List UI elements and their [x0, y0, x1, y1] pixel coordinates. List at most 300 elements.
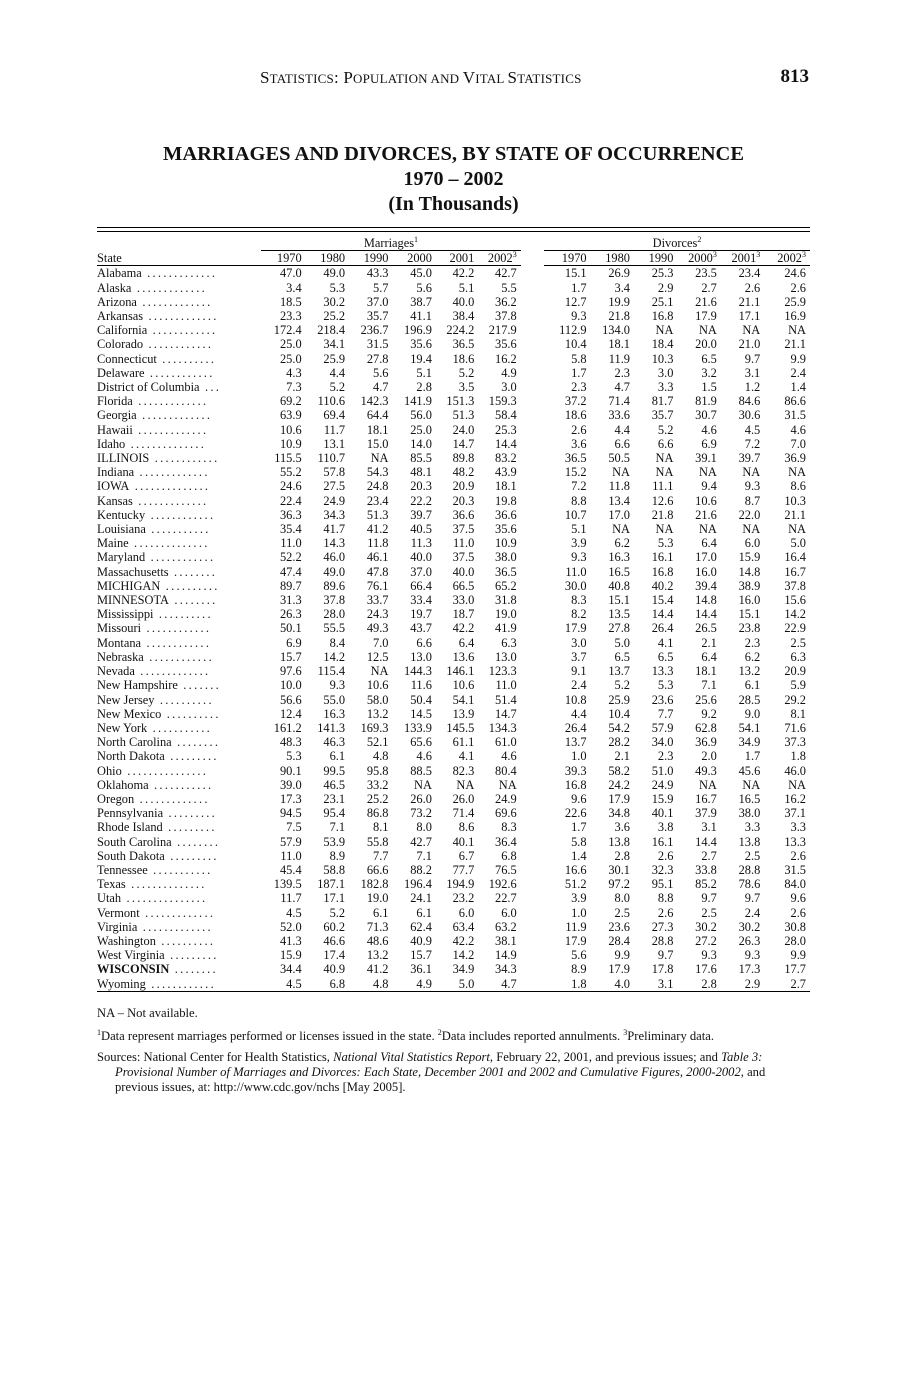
marriages-value-cell: 52.2	[279, 550, 302, 565]
marriages-value-cell: 35.7	[366, 309, 389, 324]
divorces-value-cell: 13.8	[608, 834, 630, 849]
divorces-value-cell: 78.6	[738, 877, 761, 892]
divorces-value-cell: 17.3	[738, 962, 761, 977]
running-title-part: OPULATION AND	[353, 71, 463, 86]
divorces-value-cell: 1.0	[571, 905, 587, 920]
divorces-value-cell: 10.4	[608, 706, 630, 721]
marriages-value-cell: 97.6	[279, 664, 302, 679]
marriages-value-cell: 22.2	[410, 493, 432, 508]
marriages-value-cell: 11.7	[323, 422, 346, 437]
divorces-value-cell: 2.5	[701, 905, 717, 920]
divorces-value-cell: 40.1	[651, 806, 674, 821]
state-cell: North Dakota .........	[97, 749, 219, 764]
divorces-value-cell: 4.7	[614, 380, 630, 395]
marriages-value-cell: 27.5	[323, 479, 346, 494]
divorces-value-cell: 36.9	[784, 451, 806, 466]
marriages-value-cell: 187.1	[317, 877, 346, 892]
marriages-value-cell: 4.9	[501, 365, 517, 380]
state-cell: MICHIGAN ..........	[97, 578, 220, 593]
divorces-value-cell: 2.6	[744, 280, 761, 295]
divorces-value-cell: 26.5	[695, 621, 717, 636]
marriages-value-cell: 76.5	[495, 862, 517, 877]
marriages-value-cell: 33.4	[410, 593, 432, 608]
marriages-value-cell: 7.1	[416, 848, 432, 863]
marriages-year-header: 2002$^3$	[478, 251, 520, 266]
state-cell: Utah ...............	[97, 891, 208, 906]
divorces-value-cell: 9.0	[744, 706, 761, 721]
divorces-value-cell: 6.5	[614, 649, 630, 664]
marriages-value-cell: 6.1	[373, 905, 389, 920]
marriages-value-cell: 36.5	[452, 337, 475, 352]
marriages-value-cell: 123.3	[488, 664, 517, 679]
table-row	[97, 764, 810, 778]
divorces-value-cell: 8.3	[571, 593, 587, 608]
marriages-value-cell: 7.1	[329, 820, 346, 835]
divorces-value-cell: 3.0	[657, 365, 674, 380]
divorces-value-cell: 3.3	[657, 380, 674, 395]
divorces-value-cell: NA	[698, 777, 717, 792]
table-row	[97, 494, 810, 508]
divorces-value-cell: NA	[788, 522, 806, 537]
marriages-value-cell: 33.2	[366, 777, 389, 792]
divorces-value-cell: 24.2	[608, 777, 630, 792]
divorces-value-cell: NA	[698, 323, 717, 338]
divorces-value-cell: 1.8	[790, 749, 806, 764]
marriages-value-cell: 42.2	[452, 266, 475, 281]
divorces-value-cell: 8.0	[614, 891, 630, 906]
divorces-value-cell: 21.6	[695, 507, 717, 522]
divorces-value-cell: 37.9	[695, 806, 717, 821]
marriages-value-cell: 10.6	[452, 678, 475, 693]
marriages-value-cell: 41.3	[279, 933, 302, 948]
divorces-value-cell: 3.1	[701, 820, 717, 835]
divorces-value-cell: 18.6	[564, 408, 587, 423]
marriages-value-cell: 115.5	[274, 451, 302, 466]
marriages-value-cell: 14.9	[495, 948, 517, 963]
marriages-value-cell: 17.1	[323, 891, 346, 906]
marriages-value-cell: 5.0	[436, 977, 478, 992]
marriages-year-header: 2000	[393, 251, 436, 266]
table-row	[97, 792, 810, 806]
divorces-value-cell: 9.3	[571, 309, 587, 324]
marriages-value-cell: 141.9	[404, 394, 432, 409]
marriages-value-cell: 5.6	[416, 280, 432, 295]
state-cell: Kentucky ............	[97, 507, 216, 522]
divorces-value-cell: NA	[788, 777, 806, 792]
divorces-value-cell: NA	[788, 465, 806, 480]
divorces-value-cell: 5.0	[614, 635, 630, 650]
state-cell: Arizona .............	[97, 294, 213, 309]
marriages-value-cell: 24.6	[279, 479, 302, 494]
marriages-value-cell: 13.1	[323, 436, 346, 451]
divorces-year-header: 2000$^3$	[677, 251, 720, 266]
page-number: 813	[780, 66, 809, 87]
marriages-value-cell: 8.1	[373, 820, 389, 835]
divorces-value-cell: 9.7	[657, 948, 674, 963]
divorces-value-cell: 9.7	[744, 351, 761, 366]
divorces-value-cell: 25.1	[651, 294, 674, 309]
state-cell: Tennessee ...........	[97, 862, 213, 877]
divorces-value-cell: 16.7	[784, 564, 806, 579]
divorces-value-cell: 30.2	[738, 919, 761, 934]
divorces-value-cell: NA	[698, 522, 717, 537]
divorces-value-cell: 40.2	[651, 578, 674, 593]
table-row	[97, 749, 810, 763]
state-cell: Georgia .............	[97, 408, 213, 423]
marriages-value-cell: 217.9	[488, 323, 517, 338]
marriages-value-cell: 3.0	[501, 380, 517, 395]
divorces-value-cell: 17.0	[695, 550, 717, 565]
marriages-value-cell: 11.7	[280, 891, 302, 906]
marriages-value-cell: 43.7	[410, 621, 432, 636]
marriages-value-cell: 20.3	[410, 479, 432, 494]
divorces-value-cell: 29.2	[784, 692, 806, 707]
divorces-value-cell: 2.8	[614, 848, 630, 863]
divorces-value-cell: 9.9	[790, 351, 806, 366]
marriages-value-cell: 52.0	[279, 919, 302, 934]
divorces-value-cell: 16.0	[695, 564, 717, 579]
marriages-value-cell: 85.5	[410, 451, 432, 466]
marriages-value-cell: 23.4	[366, 493, 389, 508]
marriages-value-cell: 48.2	[452, 465, 475, 480]
marriages-value-cell: 6.9	[286, 635, 302, 650]
divorces-value-cell: 2.6	[657, 905, 674, 920]
marriages-value-cell: 95.8	[366, 763, 389, 778]
state-cell: New York ...........	[97, 720, 213, 735]
divorces-value-cell: 16.7	[695, 791, 717, 806]
divorces-value-cell: 14.4	[651, 607, 674, 622]
marriages-value-cell: 43.9	[495, 465, 517, 480]
marriages-value-cell: 51.3	[366, 507, 389, 522]
marriages-value-cell: 66.4	[410, 578, 432, 593]
divorces-value-cell: 16.1	[651, 834, 674, 849]
state-cell: Mississippi ..........	[97, 607, 213, 622]
marriages-value-cell: 7.3	[286, 380, 302, 395]
marriages-value-cell: 35.6	[495, 522, 517, 537]
divorces-value-cell: 28.2	[608, 735, 630, 750]
divorces-year-header: 1980	[591, 251, 634, 266]
divorces-value-cell: 1.0	[571, 749, 587, 764]
divorces-value-cell: 4.6	[790, 422, 806, 437]
divorces-value-cell: 10.6	[695, 493, 717, 508]
table-units: (In Thousands)	[388, 193, 519, 215]
state-cell: Massachusetts ........	[97, 564, 218, 579]
divorces-value-cell: 1.7	[571, 280, 587, 295]
state-cell: Texas ..............	[97, 877, 207, 892]
marriages-value-cell: 36.5	[495, 564, 517, 579]
marriages-value-cell: 43.3	[366, 266, 389, 281]
divorces-value-cell: 12.7	[564, 294, 587, 309]
marriages-value-cell: 10.6	[366, 678, 389, 693]
state-cell: Maryland ............	[97, 550, 216, 565]
divorces-value-cell: 2.5	[614, 905, 630, 920]
divorces-value-cell: 3.4	[614, 280, 630, 295]
marriages-value-cell: 89.7	[279, 578, 302, 593]
divorces-value-cell: 17.1	[738, 309, 761, 324]
divorces-value-cell: 3.1	[634, 977, 677, 992]
table-row	[97, 423, 810, 437]
table-row	[97, 835, 810, 849]
marriages-value-cell: 15.0	[366, 436, 389, 451]
divorces-value-cell: 35.7	[651, 408, 674, 423]
footnote-3: Preliminary data.	[627, 1029, 715, 1043]
divorces-value-cell: 3.0	[571, 635, 587, 650]
divorces-value-cell: 17.6	[695, 962, 717, 977]
state-cell: Connecticut ..........	[97, 351, 217, 366]
divorces-value-cell: 24.6	[784, 266, 806, 281]
divorces-value-cell: 5.3	[657, 536, 674, 551]
divorces-value-cell: 11.9	[608, 351, 630, 366]
table-row	[97, 451, 810, 465]
state-cell: North Carolina ........	[97, 735, 221, 750]
divorces-value-cell: 38.9	[738, 578, 761, 593]
table-row	[97, 735, 810, 749]
divorces-value-cell: 17.9	[564, 621, 587, 636]
divorces-value-cell: 31.5	[784, 408, 806, 423]
marriages-value-cell: 31.5	[366, 337, 389, 352]
marriages-value-cell: 11.6	[410, 678, 432, 693]
divorces-value-cell: 6.4	[701, 536, 717, 551]
divorces-value-cell: 2.1	[701, 635, 717, 650]
divorces-value-cell: 2.3	[744, 635, 761, 650]
divorces-value-cell: 2.8	[677, 977, 720, 992]
divorces-value-cell: 17.8	[651, 962, 674, 977]
divorces-value-cell: 6.6	[657, 436, 674, 451]
marriages-value-cell: 37.8	[495, 309, 517, 324]
divorces-value-cell: 5.9	[790, 678, 806, 693]
divorces-value-cell: 6.6	[614, 436, 630, 451]
divorces-value-cell: 11.0	[565, 564, 587, 579]
marriages-value-cell: 58.4	[495, 408, 517, 423]
table-row	[97, 806, 810, 820]
marriages-value-cell: 145.5	[446, 720, 475, 735]
table-row	[97, 352, 810, 366]
marriages-value-cell: 62.4	[410, 919, 432, 934]
marriages-value-cell: 144.3	[404, 664, 432, 679]
marriages-value-cell: 8.9	[329, 848, 346, 863]
divorces-value-cell: 3.1	[744, 365, 761, 380]
marriages-value-cell: 23.2	[452, 891, 475, 906]
marriages-value-cell: 224.2	[446, 323, 475, 338]
running-title-part: ITAL	[475, 71, 508, 86]
divorces-value-cell: 3.6	[571, 436, 587, 451]
marriages-value-cell: 196.9	[404, 323, 432, 338]
marriages-value-cell: 12.4	[279, 706, 302, 721]
state-cell: West Virginia .........	[97, 948, 219, 963]
divorces-value-cell: 26.9	[608, 266, 630, 281]
divorces-value-cell: 1.7	[571, 365, 587, 380]
state-cell: Maine ..............	[97, 536, 210, 551]
divorces-value-cell: 36.5	[564, 451, 587, 466]
state-cell: Kansas .............	[97, 493, 209, 508]
divorces-value-cell: 8.6	[790, 479, 806, 494]
divorces-value-cell: 38.0	[738, 806, 761, 821]
table-row	[97, 465, 810, 479]
state-cell: Arkansas .............	[97, 309, 219, 324]
marriages-value-cell: 61.1	[452, 735, 475, 750]
marriages-year-header: 2001	[436, 251, 478, 266]
divorces-value-cell: 27.3	[651, 919, 674, 934]
divorces-value-cell: 1.4	[790, 380, 806, 395]
divorces-value-cell: 21.6	[695, 294, 717, 309]
marriages-value-cell: 16.2	[495, 351, 517, 366]
marriages-value-cell: 5.3	[329, 280, 346, 295]
marriages-value-cell: 26.3	[279, 607, 302, 622]
divorces-value-cell: 13.3	[651, 664, 674, 679]
marriages-value-cell: 51.3	[452, 408, 475, 423]
marriages-value-cell: 66.6	[366, 862, 389, 877]
divorces-value-cell: 18.4	[651, 337, 674, 352]
divorces-value-cell: 3.3	[744, 820, 761, 835]
divorces-value-cell: 34.9	[738, 735, 761, 750]
marriages-value-cell: 25.3	[495, 422, 517, 437]
marriages-value-cell: 3.4	[286, 280, 302, 295]
state-cell: Missouri ............	[97, 621, 212, 636]
divorces-value-cell: 2.7	[764, 977, 810, 992]
divorces-value-cell: 5.3	[657, 678, 674, 693]
table-row	[97, 266, 810, 281]
divorces-value-cell: 30.7	[695, 408, 717, 423]
divorces-value-cell: 11.8	[608, 479, 630, 494]
divorces-value-cell: 16.9	[784, 309, 806, 324]
marriages-value-cell: 141.3	[317, 720, 346, 735]
marriages-value-cell: 69.2	[279, 394, 302, 409]
marriages-value-cell: 34.3	[495, 962, 517, 977]
table-row	[97, 508, 810, 522]
divorces-value-cell: 25.9	[784, 294, 806, 309]
divorces-value-cell: 2.4	[571, 678, 587, 693]
marriages-value-cell: 146.1	[446, 664, 475, 679]
marriages-value-cell: 26.0	[452, 791, 475, 806]
divorces-value-cell: 71.6	[784, 720, 806, 735]
state-cell: Louisiana ...........	[97, 522, 211, 537]
divorces-value-cell: 2.5	[790, 635, 806, 650]
divorces-value-cell: NA	[655, 465, 674, 480]
divorces-value-cell: 22.0	[738, 507, 761, 522]
marriages-value-cell: 45.4	[279, 862, 302, 877]
marriages-value-cell: 55.5	[323, 621, 346, 636]
marriages-value-cell: 50.4	[410, 692, 432, 707]
marriages-value-cell: 28.0	[323, 607, 346, 622]
marriages-value-cell: 6.1	[329, 749, 346, 764]
divorces-value-cell: 62.8	[695, 720, 717, 735]
marriages-value-cell: 42.7	[495, 266, 517, 281]
divorces-value-cell: 9.3	[744, 948, 761, 963]
divorces-value-cell: 27.2	[695, 933, 717, 948]
divorces-value-cell: 39.1	[695, 451, 717, 466]
divorces-year-header: 2001$^3$	[721, 251, 764, 266]
divorces-value-cell: 4.5	[744, 422, 761, 437]
marriages-value-cell: 52.1	[366, 735, 389, 750]
state-cell: District of Columbia ...	[97, 380, 222, 395]
marriages-value-cell: 13.2	[366, 706, 389, 721]
marriages-value-cell: 2.8	[416, 380, 432, 395]
marriages-value-cell: 95.4	[323, 806, 346, 821]
state-cell: Nevada .............	[97, 664, 211, 679]
table-row	[97, 522, 810, 536]
marriages-value-cell: 9.3	[329, 678, 346, 693]
group-header-row	[97, 236, 810, 251]
divorces-value-cell: 16.2	[784, 791, 806, 806]
divorces-value-cell: 1.7	[744, 749, 761, 764]
table-row	[97, 877, 810, 891]
table-row	[97, 394, 810, 408]
marriages-value-cell: 5.1	[458, 280, 475, 295]
marriages-value-cell: 58.8	[323, 862, 346, 877]
marriages-value-cell: 134.3	[488, 720, 517, 735]
marriages-value-cell: 196.4	[404, 877, 432, 892]
divorces-value-cell: 9.6	[571, 791, 587, 806]
table-row	[97, 650, 810, 664]
divorces-value-cell: 3.9	[571, 891, 587, 906]
marriages-value-cell: 33.7	[366, 593, 389, 608]
marriages-value-cell: 4.7	[478, 977, 520, 992]
marriages-value-cell: 133.9	[404, 720, 432, 735]
marriages-value-cell: 4.3	[286, 365, 302, 380]
divorces-value-cell: 13.8	[738, 834, 761, 849]
divorces-value-cell: 30.8	[784, 919, 806, 934]
table-row	[97, 820, 810, 834]
marriages-value-cell: 55.8	[366, 834, 389, 849]
marriages-value-cell: NA	[370, 451, 389, 466]
marriages-value-cell: 65.6	[410, 735, 432, 750]
marriages-value-cell: 37.0	[410, 564, 432, 579]
divorces-value-cell: 8.8	[571, 493, 587, 508]
divorces-value-cell: 21.1	[738, 294, 761, 309]
divorces-value-cell: 11.1	[652, 479, 674, 494]
marriages-value-cell: 40.0	[452, 564, 475, 579]
divorces-value-cell: 8.8	[657, 891, 674, 906]
marriages-value-cell: 82.3	[452, 763, 475, 778]
marriages-value-cell: 45.0	[410, 266, 432, 281]
divorces-value-cell: 9.3	[744, 479, 761, 494]
divorces-value-cell: 84.0	[784, 877, 806, 892]
table-year-range: 1970 – 2002	[403, 168, 504, 190]
marriages-value-cell: 25.0	[410, 422, 432, 437]
divorces-value-cell: NA	[655, 451, 674, 466]
marriages-value-cell: 51.4	[495, 692, 517, 707]
divorces-value-cell: 84.6	[738, 394, 761, 409]
marriages-value-cell: 38.4	[452, 309, 475, 324]
divorces-value-cell: 21.0	[738, 337, 761, 352]
divorces-value-cell: 6.9	[701, 436, 717, 451]
divorces-value-cell: 8.7	[744, 493, 761, 508]
divorces-value-cell: 81.7	[651, 394, 674, 409]
divorces-value-cell: 6.2	[744, 649, 761, 664]
state-cell: South Dakota .........	[97, 848, 219, 863]
divorces-value-cell: 16.5	[608, 564, 630, 579]
marriages-value-cell: 56.6	[279, 692, 302, 707]
marriages-value-cell: 65.2	[495, 578, 517, 593]
marriages-value-cell: 46.5	[323, 777, 346, 792]
table-title-block	[0, 142, 907, 217]
divorces-value-cell: 16.8	[651, 564, 674, 579]
table-row	[97, 693, 810, 707]
divorces-value-cell: 18.1	[695, 664, 717, 679]
state-cell: Montana ............	[97, 635, 212, 650]
state-cell: Delaware ............	[97, 365, 215, 380]
divorces-value-cell: 2.1	[614, 749, 630, 764]
marriages-value-cell: 46.0	[323, 550, 346, 565]
marriages-value-cell: 16.3	[323, 706, 346, 721]
divorces-value-cell: 27.8	[608, 621, 630, 636]
divorces-value-cell: 51.0	[651, 763, 674, 778]
state-cell: IOWA ..............	[97, 479, 211, 494]
divorces-value-cell: 25.6	[695, 692, 717, 707]
running-title-part: TATISTICS	[269, 71, 334, 86]
marriages-value-cell: 36.1	[410, 962, 432, 977]
divorces-value-cell: 5.2	[614, 678, 630, 693]
